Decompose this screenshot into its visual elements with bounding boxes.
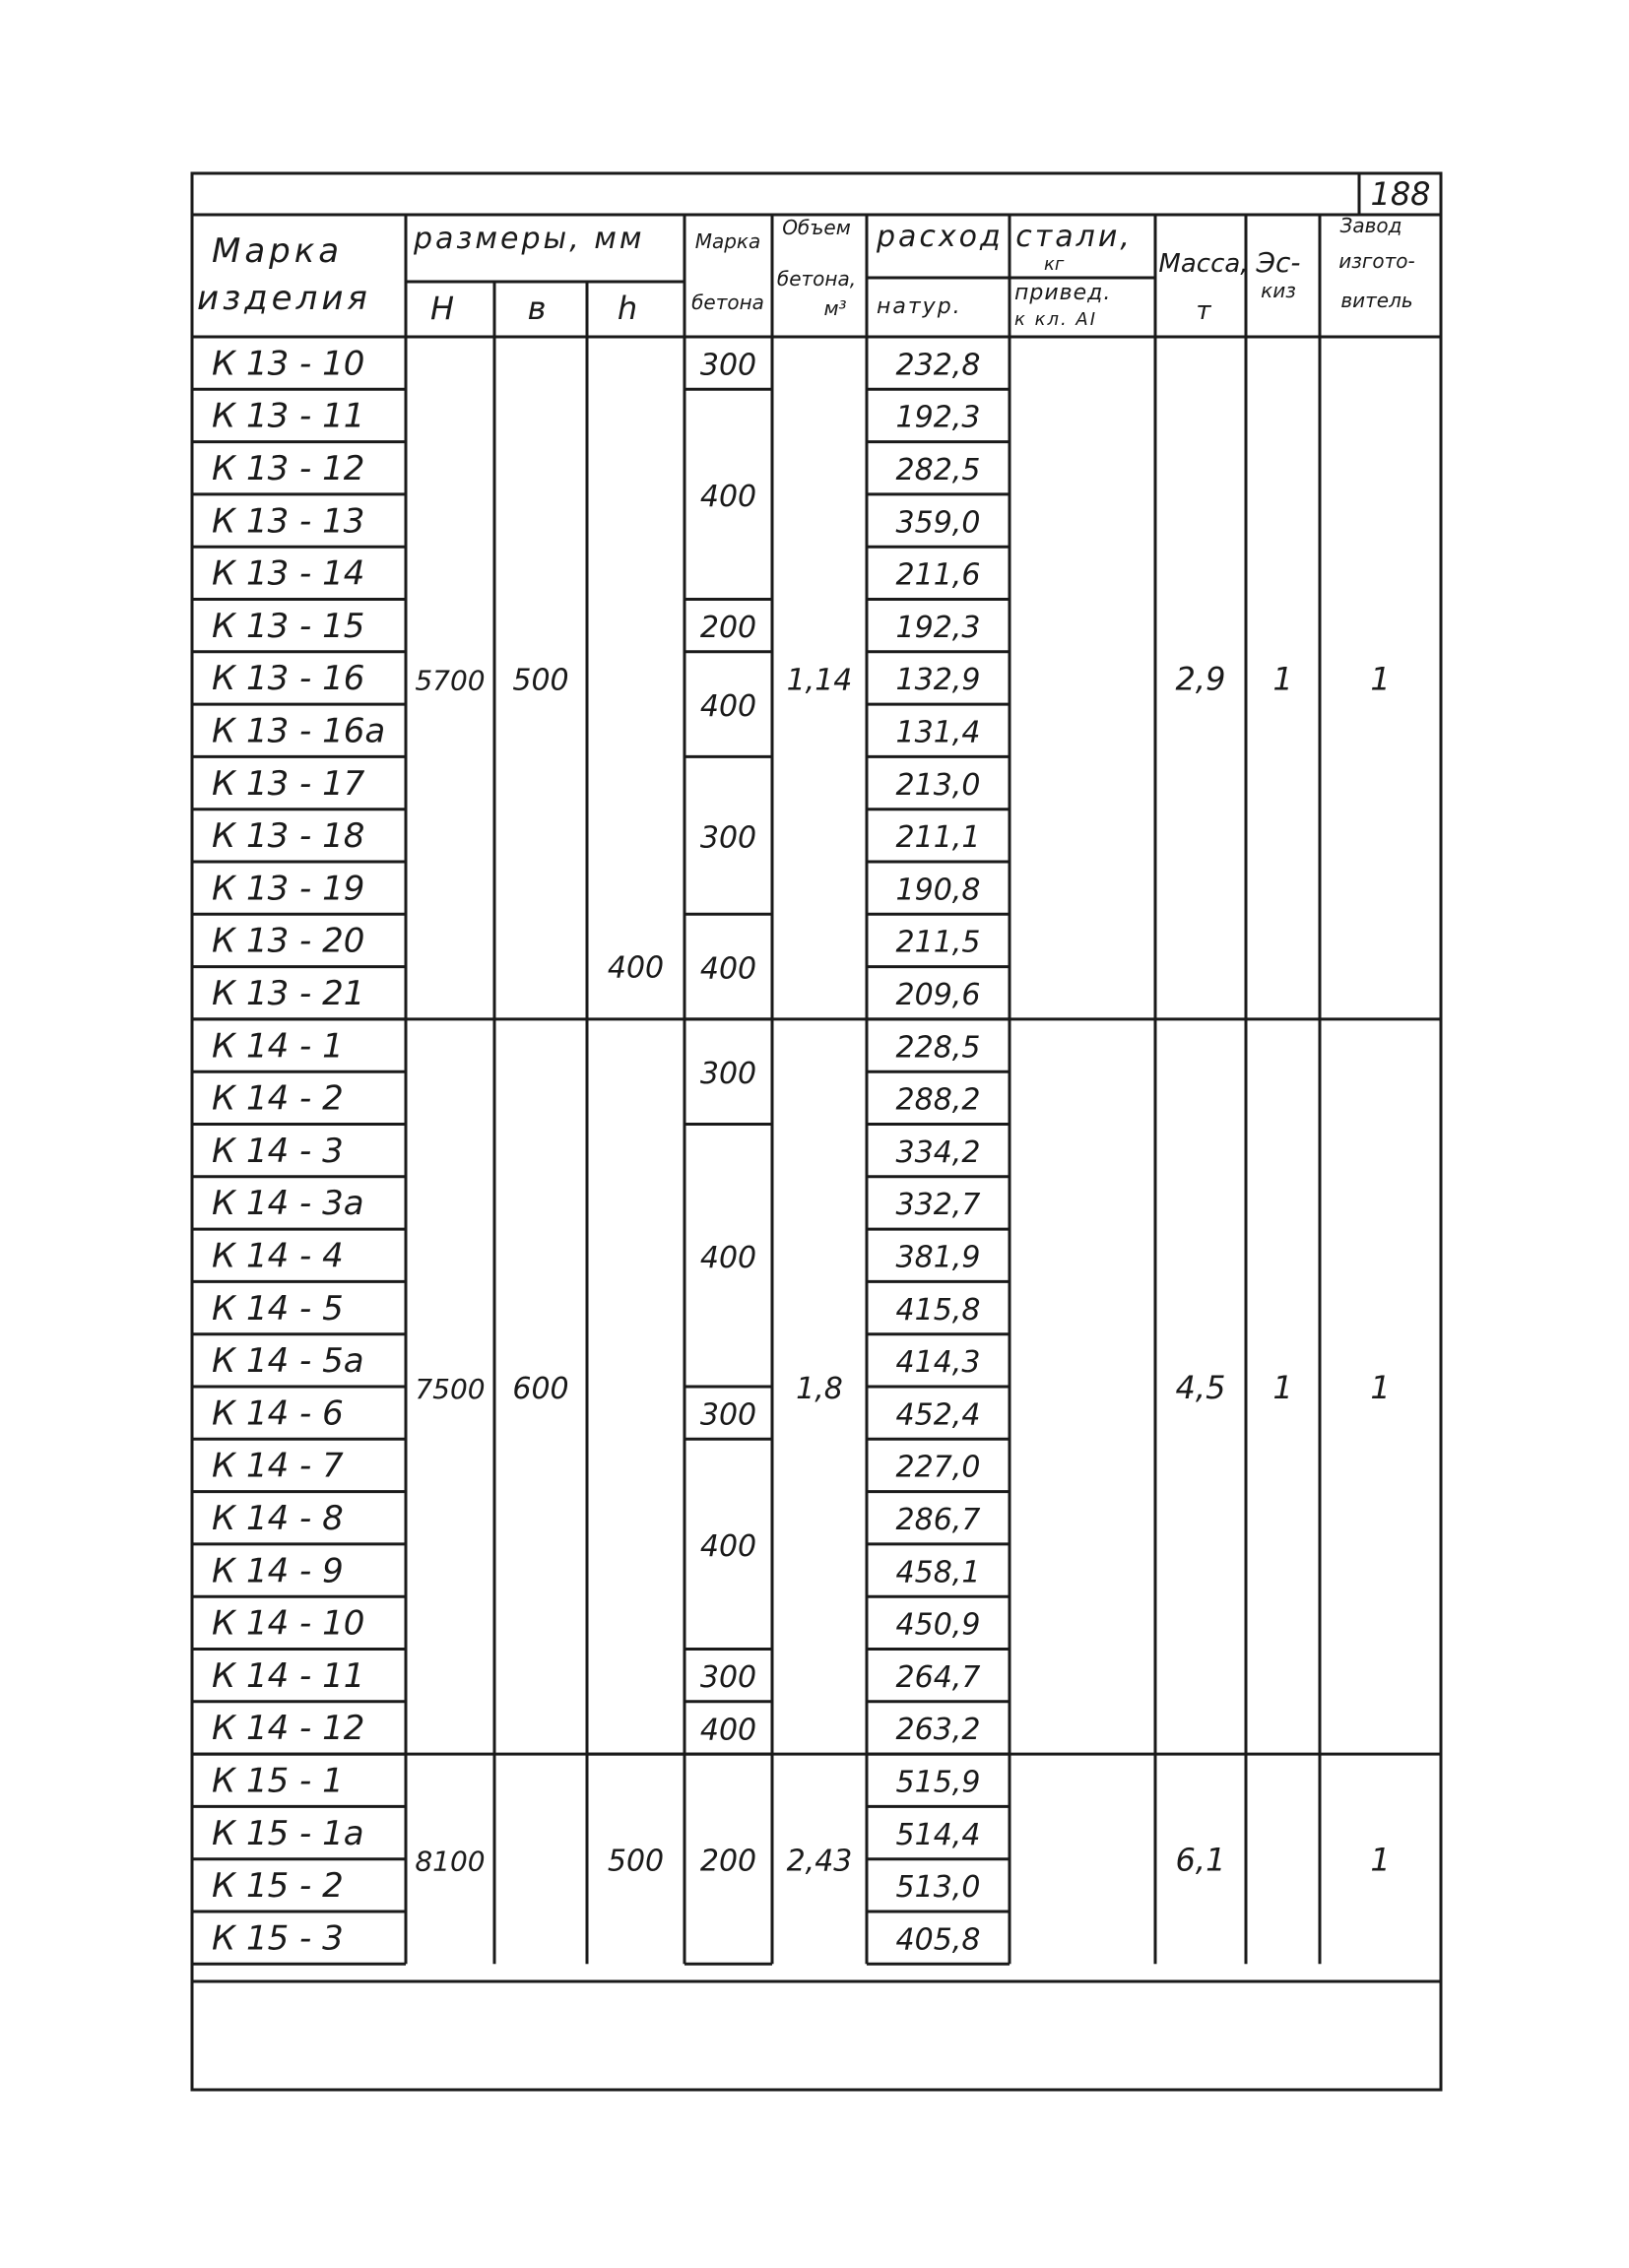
mass-cell: 6,1 (1175, 1841, 1226, 1879)
mark-cell: К 13 - 13 (212, 501, 365, 542)
header-volume: Объем (782, 216, 851, 239)
page-number: 188 (1370, 175, 1431, 213)
steel-cell: 131,4 (895, 715, 981, 750)
steel-cell: 282,5 (895, 452, 981, 487)
mark-cell: К 14 - 3 (212, 1131, 344, 1171)
header-volume-2: бетона, (776, 267, 857, 291)
header-mass: Масса, (1158, 249, 1249, 279)
header-steel-unit: кг (1044, 254, 1065, 275)
steel-cell: 458,1 (895, 1555, 981, 1590)
header-mark: Марка (212, 231, 344, 271)
mark-cell: К 13 - 17 (212, 763, 365, 804)
steel-cell: 334,2 (895, 1134, 981, 1170)
mark-cell: К 13 - 15 (212, 606, 365, 646)
header-h: h (617, 290, 638, 327)
mark-cell: К 15 - 2 (212, 1866, 344, 1907)
grade-cell: 300 (699, 1397, 757, 1433)
header-prived-2: к кл. АI (1014, 309, 1098, 330)
steel-cell: 263,2 (895, 1713, 981, 1748)
mark-cell: К 15 - 3 (212, 1918, 344, 1959)
header-dims: размеры, мм (414, 222, 645, 256)
steel-cell: 211,5 (895, 925, 981, 960)
grade-cell: 200 (699, 1844, 757, 1879)
table-header (192, 214, 1441, 337)
volume-cell: 2,43 (786, 1844, 853, 1879)
steel-cell: 227,0 (895, 1450, 981, 1485)
factory-cell: 1 (1370, 1369, 1391, 1406)
steel-cell: 192,3 (895, 610, 981, 645)
header-factory: Завод (1339, 214, 1402, 237)
grade-cell: 300 (699, 820, 757, 856)
factory-cell: 1 (1370, 660, 1391, 698)
dim-B-cell: 500 (512, 663, 569, 698)
dim-B-cell: 600 (512, 1372, 569, 1406)
dim-h-cell: 400 (607, 950, 665, 986)
mark-cell: К 14 - 12 (212, 1709, 365, 1749)
mark-cell: К 14 - 8 (212, 1498, 344, 1538)
grade-cell: 400 (699, 1528, 757, 1564)
dim-H-cell: 5700 (415, 664, 486, 697)
mark-cell: К 13 - 20 (212, 921, 365, 961)
factory-cell: 1 (1370, 1841, 1391, 1879)
mark-cell: К 14 - 10 (212, 1603, 365, 1644)
steel-cell: 405,8 (895, 1922, 981, 1958)
header-natur: натур. (877, 294, 962, 319)
mark-cell: К 14 - 11 (212, 1655, 365, 1696)
grade-cell: 400 (699, 1713, 757, 1748)
steel-cell: 209,6 (895, 977, 981, 1012)
mark-cell: К 14 - 9 (212, 1551, 344, 1591)
steel-cell: 228,5 (895, 1030, 981, 1066)
steel-cell: 211,1 (895, 820, 981, 856)
steel-cell: 190,8 (895, 873, 981, 908)
steel-cell: 381,9 (895, 1240, 981, 1275)
header-factory-2: изгото- (1338, 249, 1415, 273)
grade-cell: 300 (699, 348, 757, 383)
table-body (212, 344, 1391, 1958)
volume-cell: 1,8 (796, 1372, 843, 1406)
mark-cell: К 14 - 3а (212, 1184, 364, 1224)
header-B: в (527, 290, 547, 327)
table-grid (192, 215, 1441, 1964)
header-factory-3: витель (1340, 289, 1413, 312)
header-H: H (429, 290, 455, 327)
steel-cell: 192,3 (895, 400, 981, 435)
steel-cell: 232,8 (895, 348, 981, 383)
header-mass-unit: т (1196, 296, 1211, 326)
mark-cell: К 14 - 4 (212, 1236, 344, 1276)
steel-cell: 264,7 (895, 1659, 981, 1695)
steel-cell: 514,4 (895, 1817, 981, 1852)
sketch-cell: 1 (1272, 660, 1293, 698)
table-frame (192, 173, 1441, 2090)
mark-cell: К 13 - 12 (212, 448, 365, 488)
header-sketch: Эс- (1256, 246, 1301, 279)
mark-cell: К 15 - 1а (212, 1813, 364, 1853)
steel-cell: 288,2 (895, 1082, 981, 1118)
mark-cell: К 13 - 18 (212, 816, 365, 857)
steel-cell: 414,3 (895, 1345, 981, 1381)
steel-cell: 332,7 (895, 1188, 981, 1223)
header-grade-2: бетона (691, 291, 764, 314)
mark-cell: К 14 - 6 (212, 1393, 344, 1434)
steel-cell: 513,0 (895, 1870, 981, 1906)
steel-cell: 286,7 (895, 1502, 981, 1537)
header-sketch-2: киз (1261, 279, 1296, 302)
steel-cell: 132,9 (895, 663, 981, 698)
mark-cell: К 14 - 7 (212, 1446, 344, 1486)
grade-cell: 400 (699, 479, 757, 514)
mass-cell: 4,5 (1175, 1369, 1226, 1406)
mass-cell: 2,9 (1175, 660, 1226, 698)
mark-cell: К 13 - 21 (212, 973, 365, 1013)
mark-cell: К 14 - 2 (212, 1078, 344, 1119)
steel-cell: 211,6 (895, 557, 981, 593)
header-prived: привед. (1014, 281, 1112, 305)
grade-cell: 300 (699, 1660, 757, 1696)
steel-cell: 415,8 (895, 1292, 981, 1328)
mark-cell: К 13 - 14 (212, 553, 365, 594)
steel-cell: 359,0 (895, 505, 981, 541)
mark-cell: К 15 - 1 (212, 1761, 344, 1801)
page-number-box (1359, 173, 1431, 215)
steel-cell: 213,0 (895, 767, 981, 803)
mark-cell: К 13 - 19 (212, 869, 365, 909)
grade-cell: 400 (699, 951, 757, 987)
grade-cell: 400 (699, 689, 757, 725)
sketch-cell: 1 (1272, 1369, 1293, 1406)
mark-cell: К 13 - 16а (212, 711, 386, 751)
header-volume-3: м³ (823, 296, 847, 320)
dim-H-cell: 7500 (415, 1373, 486, 1405)
steel-cell: 450,9 (895, 1607, 981, 1643)
header-steel: расход стали, (877, 220, 1133, 254)
mark-cell: К 13 - 10 (212, 344, 365, 384)
mark-cell: К 14 - 5 (212, 1288, 344, 1328)
mark-cell: К 13 - 11 (212, 396, 365, 436)
dim-H-cell: 8100 (415, 1845, 486, 1878)
grade-cell: 200 (699, 611, 757, 646)
dim-h-cell: 500 (607, 1844, 665, 1879)
grade-cell: 300 (699, 1057, 757, 1092)
volume-cell: 1,14 (786, 663, 853, 698)
mark-cell: К 13 - 16 (212, 659, 365, 699)
steel-cell: 515,9 (895, 1765, 981, 1800)
mark-cell: К 14 - 1 (212, 1026, 344, 1067)
mark-cell: К 14 - 5а (212, 1341, 364, 1382)
header-mark-2: изделия (197, 279, 371, 318)
steel-cell: 452,4 (895, 1397, 981, 1433)
grade-cell: 400 (699, 1240, 757, 1275)
header-grade: Марка (694, 229, 761, 253)
